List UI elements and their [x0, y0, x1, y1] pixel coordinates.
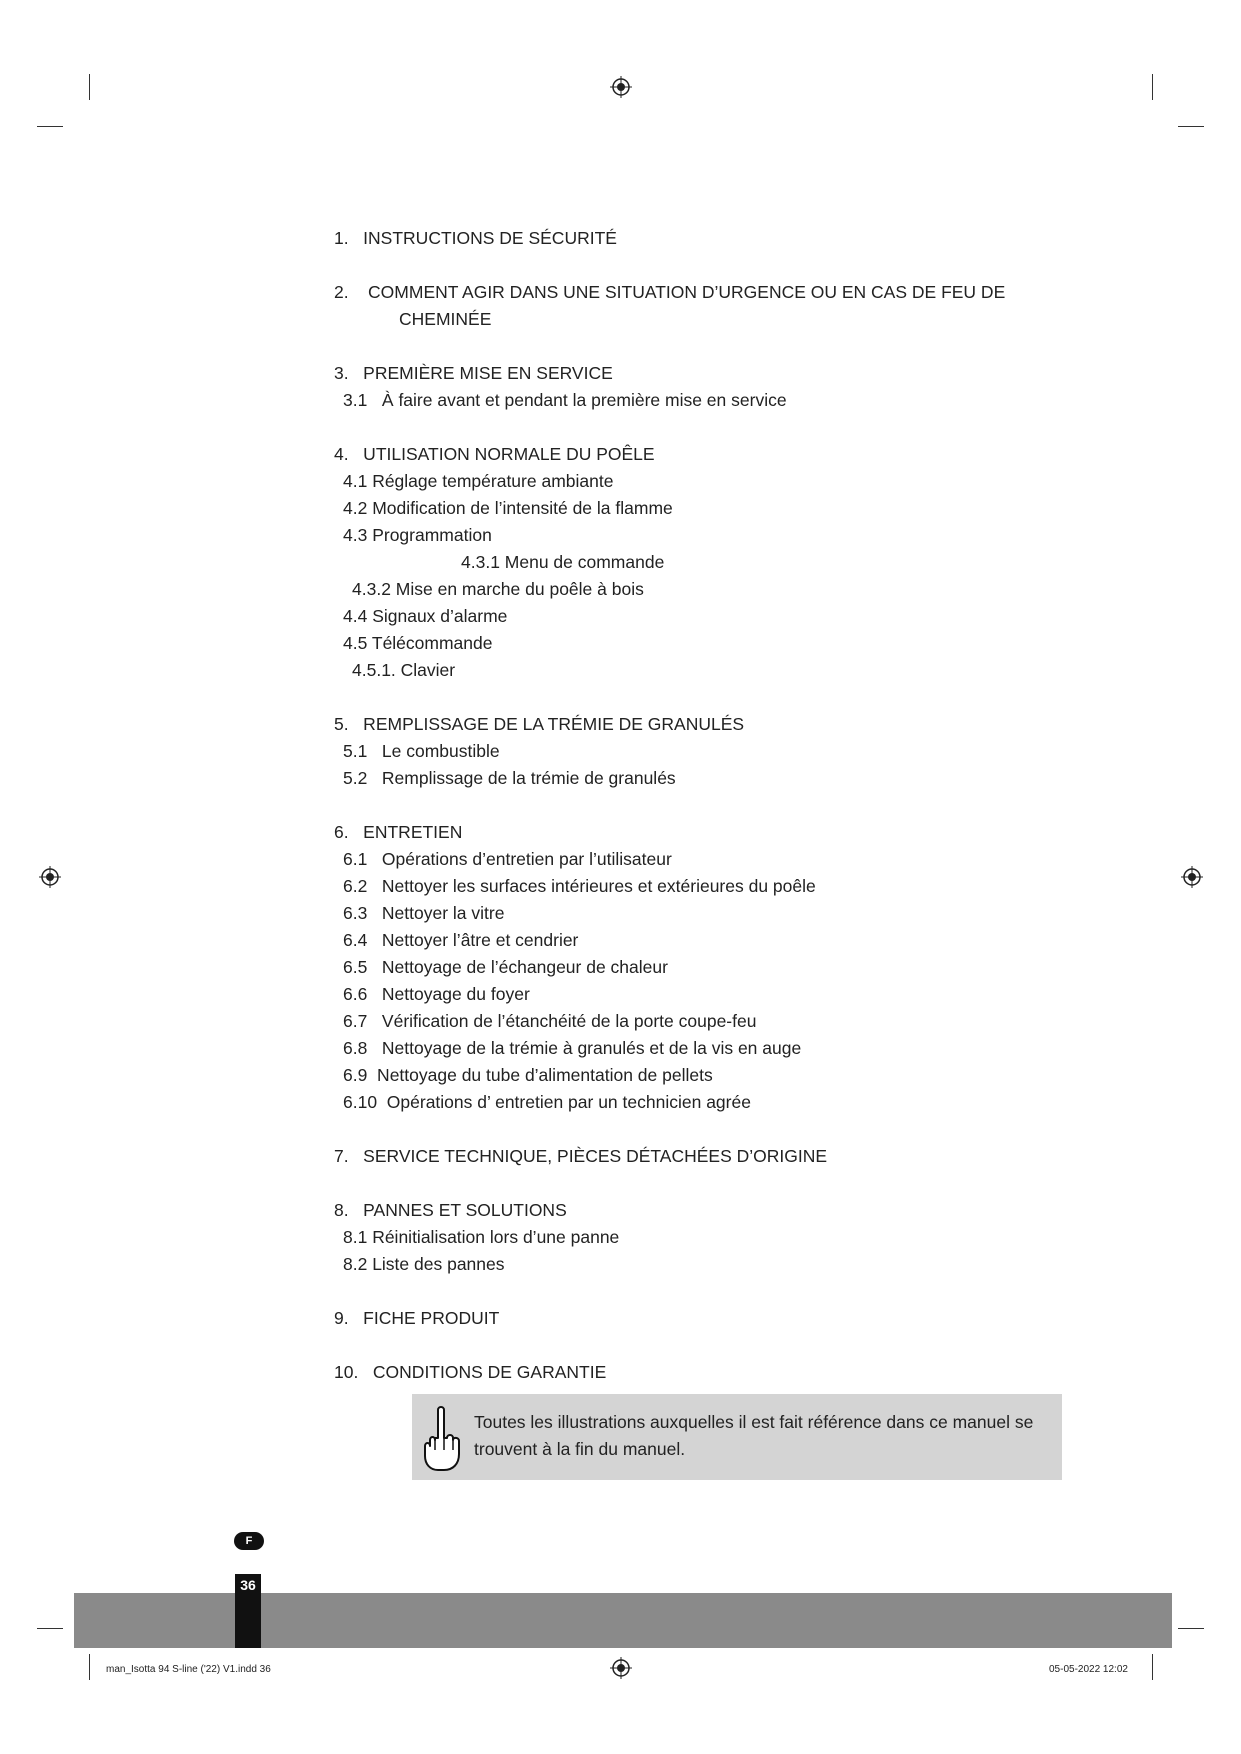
- toc-section: 2. COMMENT AGIR DANS UNE SITUATION D’URGENCE OU EN CAS DE FEU DE: [334, 282, 1006, 302]
- toc-subsection: CHEMINÉE: [399, 309, 492, 329]
- toc-subsection: 6.8 Nettoyage de la trémie à granulés et de la vis en auge: [343, 1038, 802, 1058]
- registration-mark-icon: [610, 1657, 632, 1679]
- language-badge: F: [234, 1532, 264, 1550]
- toc-subsection: 3.1 À faire avant et pendant la première mise en service: [343, 390, 787, 410]
- toc-spacer: [334, 333, 1094, 360]
- crop-mark-top-right-v: [1152, 74, 1153, 100]
- toc-subsection: 6.5 Nettoyage de l’échangeur de chaleur: [343, 957, 668, 977]
- toc-section: 10. CONDITIONS DE GARANTIE: [334, 1362, 607, 1382]
- toc-section: 9. FICHE PRODUIT: [334, 1308, 500, 1328]
- toc-spacer: [334, 414, 1094, 441]
- slug-timestamp: 05-05-2022 12:02: [1049, 1664, 1128, 1675]
- toc-subsection: 6.4 Nettoyer l’âtre et cendrier: [343, 930, 579, 950]
- toc-subsection: 4.5.1. Clavier: [352, 660, 456, 680]
- crop-mark-top-right-h: [1178, 126, 1204, 127]
- toc-subsection: 4.4 Signaux d’alarme: [343, 606, 508, 626]
- toc-subsection: 4.5 Télécommande: [343, 633, 493, 653]
- toc-subsection: 6.2 Nettoyer les surfaces intérieures et extérieures du poêle: [343, 876, 816, 896]
- toc-subsection: 6.3 Nettoyer la vitre: [343, 903, 505, 923]
- toc-section: 7. SERVICE TECHNIQUE, PIÈCES DÉTACHÉES D’ORIGINE: [334, 1146, 828, 1166]
- toc-section: 8. PANNES ET SOLUTIONS: [334, 1200, 567, 1220]
- toc-spacer: [334, 684, 1094, 711]
- toc-subsection: 6.1 Opérations d’entretien par l’utilisateur: [343, 849, 672, 869]
- registration-mark-icon: [610, 76, 632, 98]
- toc-section: 1. INSTRUCTIONS DE SÉCURITÉ: [334, 228, 617, 248]
- table-of-contents: [334, 225, 1094, 1386]
- crop-mark-bottom-right-v: [1152, 1654, 1153, 1680]
- registration-mark-icon: [1181, 866, 1203, 888]
- toc-subsection: 4.1 Réglage température ambiante: [343, 471, 614, 491]
- crop-mark-top-left-v: [89, 74, 90, 100]
- toc-section: 6. ENTRETIEN: [334, 822, 463, 842]
- toc-spacer: [334, 1332, 1094, 1359]
- crop-mark-bottom-right-h: [1178, 1628, 1204, 1629]
- toc-spacer: [334, 1278, 1094, 1305]
- toc-subsection: 5.2 Remplissage de la trémie de granulés: [343, 768, 676, 788]
- toc-subsection: 6.9 Nettoyage du tube d’alimentation de pellets: [343, 1065, 713, 1085]
- toc-subsection: 8.2 Liste des pannes: [343, 1254, 505, 1274]
- toc-section: 5. REMPLISSAGE DE LA TRÉMIE DE GRANULÉS: [334, 714, 745, 734]
- toc-subsection: 8.1 Réinitialisation lors d’une panne: [343, 1227, 620, 1247]
- toc-subsection: 4.3.1 Menu de commande: [461, 552, 665, 572]
- toc-subsection: 6.6 Nettoyage du foyer: [343, 984, 530, 1004]
- slug-filename: man_Isotta 94 S-line ('22) V1.indd 36: [106, 1664, 271, 1675]
- toc-subsection: 6.10 Opérations d’ entretien par un technicien agrée: [343, 1092, 751, 1112]
- registration-mark-icon: [39, 866, 61, 888]
- toc-subsection: 4.2 Modification de l’intensité de la flamme: [343, 498, 673, 518]
- note-text: Toutes les illustrations auxquelles il est fait référence dans ce manuel se trouvent à la fin du manuel.: [474, 1412, 1034, 1459]
- page-number: 36: [235, 1574, 261, 1648]
- toc-section: 3. PREMIÈRE MISE EN SERVICE: [334, 363, 613, 383]
- pointing-hand-icon: [418, 1404, 464, 1474]
- toc-spacer: [334, 792, 1094, 819]
- toc-subsection: 6.7 Vérification de l’étanchéité de la porte coupe-feu: [343, 1011, 757, 1031]
- toc-subsection: 4.3.2 Mise en marche du poêle à bois: [352, 579, 644, 599]
- crop-mark-bottom-left-h: [37, 1628, 63, 1629]
- note-box: [412, 1394, 1062, 1480]
- crop-mark-bottom-left-v: [89, 1654, 90, 1680]
- toc-subsection: 5.1 Le combustible: [343, 741, 500, 761]
- toc-spacer: [334, 252, 1094, 279]
- toc-spacer: [334, 1170, 1094, 1197]
- toc-spacer: [334, 1116, 1094, 1143]
- toc-section: 4. UTILISATION NORMALE DU POÊLE: [334, 444, 655, 464]
- crop-mark-top-left-h: [37, 126, 63, 127]
- toc-subsection: 4.3 Programmation: [343, 525, 492, 545]
